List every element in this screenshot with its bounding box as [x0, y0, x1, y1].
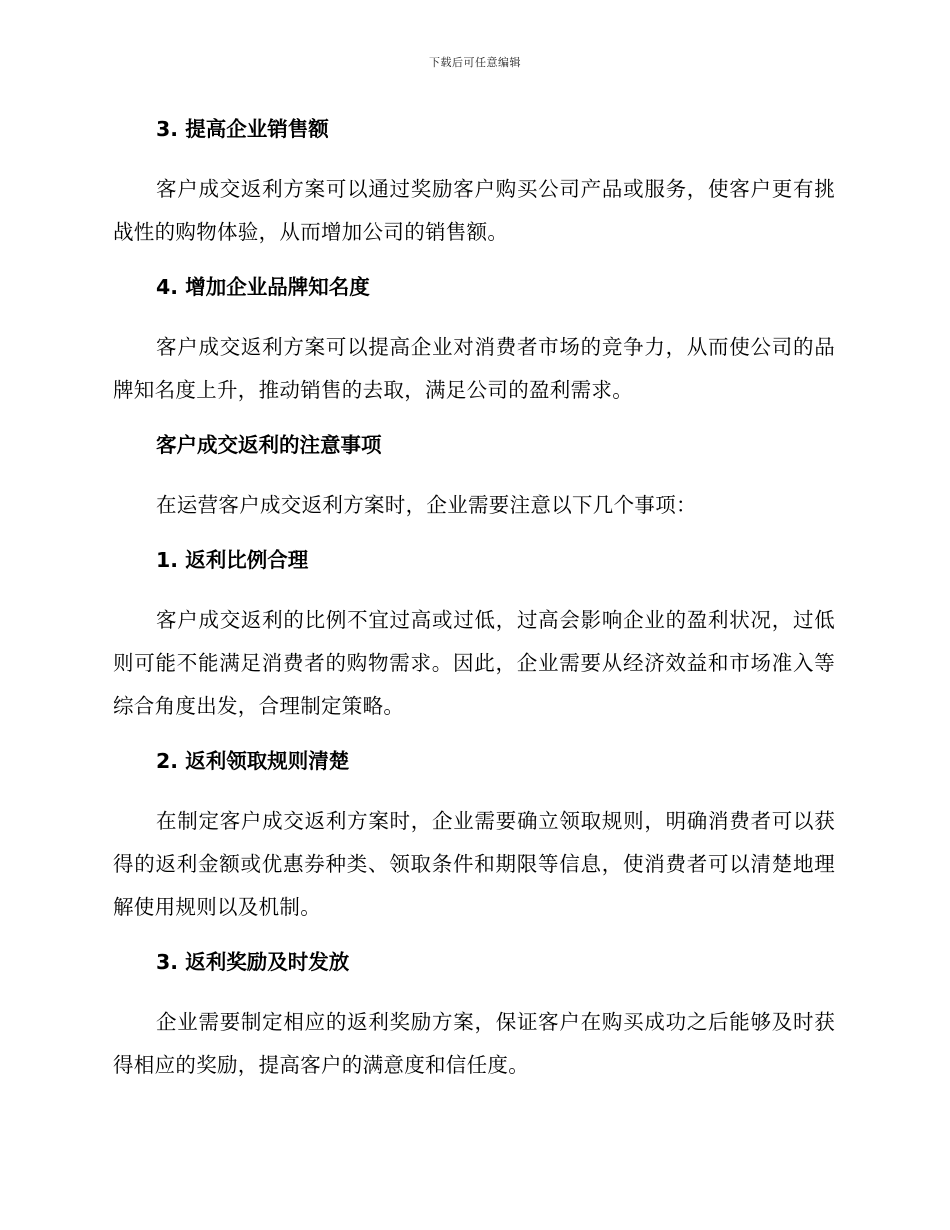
section-heading-rules: 2. 返利领取规则清楚 — [156, 749, 350, 773]
section-heading-sales: 3. 提高企业销售额 — [156, 117, 329, 141]
section-heading-notes: 客户成交返利的注意事项 — [156, 433, 382, 457]
section-heading-brand: 4. 增加企业品牌知名度 — [156, 275, 370, 299]
page-header: 下载后可任意编辑 — [429, 56, 521, 69]
paragraph-rules: 在制定客户成交返利方案时，企业需要确立领取规则，明确消费者可以获得的返利金额或优惠券种类、领取条件和期限等信息，使消费者可以清楚地理解使用规则以及机制。 — [113, 809, 835, 919]
paragraph-notes-intro: 在运营客户成交返利方案时，企业需要注意以下几个事项： — [156, 493, 697, 517]
document-body — [113, 112, 835, 1087]
section-heading-timely: 3. 返利奖励及时发放 — [156, 950, 350, 974]
paragraph-timely: 企业需要制定相应的返利奖励方案，保证客户在购买成功之后能够及时获得相应的奖励，提高客户的满意度和信任度。 — [113, 1010, 835, 1077]
paragraph-sales: 客户成交返利方案可以通过奖励客户购买公司产品或服务，使客户更有挑战性的购物体验，从而增加公司的销售额。 — [113, 177, 835, 244]
paragraph-ratio: 客户成交返利的比例不宜过高或过低，过高会影响企业的盈利状况，过低则可能不能满足消费者的购物需求。因此，企业需要从经济效益和市场准入等综合角度出发，合理制定策略。 — [113, 608, 835, 718]
section-heading-ratio: 1. 返利比例合理 — [156, 548, 309, 572]
paragraph-brand: 客户成交返利方案可以提高企业对消费者市场的竞争力，从而使公司的品牌知名度上升，推动销售的去取，满足公司的盈利需求。 — [113, 335, 835, 402]
